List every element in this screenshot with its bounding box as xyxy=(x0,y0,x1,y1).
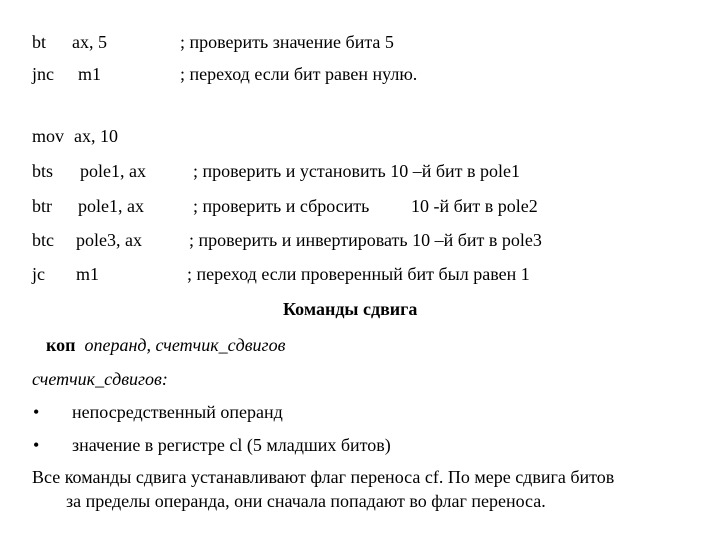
bullet-marker: • xyxy=(33,402,40,422)
code-mnemonic: jc xyxy=(32,264,45,284)
code-comment-tail: 10 -й бит в pole2 xyxy=(411,196,538,216)
code-operand: pole1, ax xyxy=(78,196,144,216)
code-mnemonic: bt xyxy=(32,32,47,52)
paragraph-line-2: за пределы операнда, они сначала попадают во флаг переноса. xyxy=(66,491,546,511)
code-comment: ; переход если проверенный бит был равен 1 xyxy=(187,264,530,284)
section-title: Команды сдвига xyxy=(283,299,418,319)
code-comment: ; проверить и установить 10 –й бит в pole1 xyxy=(193,161,521,181)
bullet-text: значение в регистре cl (5 младших битов) xyxy=(72,435,391,455)
paragraph-line-1: Все команды сдвига устанавливают флаг переноса cf. По мере сдвига битов xyxy=(32,467,615,487)
code-comment: ; переход если бит равен нулю. xyxy=(180,64,418,84)
code-comment: ; проверить и инвертировать 10 –й бит в pole3 xyxy=(189,230,542,250)
code-mnemonic: btc xyxy=(32,230,54,250)
code-operand: m1 xyxy=(76,264,100,284)
code-operand: m1 xyxy=(78,64,102,84)
bullet-text: непосредственный операнд xyxy=(72,402,283,422)
bullet-marker: • xyxy=(33,435,40,455)
syntax-operands: операнд, счетчик_сдвигов xyxy=(84,335,286,355)
code-comment: ; проверить и сбросить xyxy=(193,196,370,216)
counter-label: счетчик_сдвигов: xyxy=(32,369,168,389)
syntax-line xyxy=(46,334,285,356)
code-operand: pole1, ax xyxy=(80,161,146,181)
code-mnemonic: btr xyxy=(32,196,52,216)
code-comment: ; проверить значение бита 5 xyxy=(180,32,394,52)
code-operand: ax, 5 xyxy=(72,32,107,52)
code-mnemonic: jnc xyxy=(32,64,54,84)
code-mnemonic: bts xyxy=(32,161,54,181)
code-mnemonic: mov xyxy=(32,126,65,146)
code-operand: ax, 10 xyxy=(74,126,118,146)
syntax-kop: коп xyxy=(46,335,76,355)
code-operand: pole3, ax xyxy=(76,230,142,250)
